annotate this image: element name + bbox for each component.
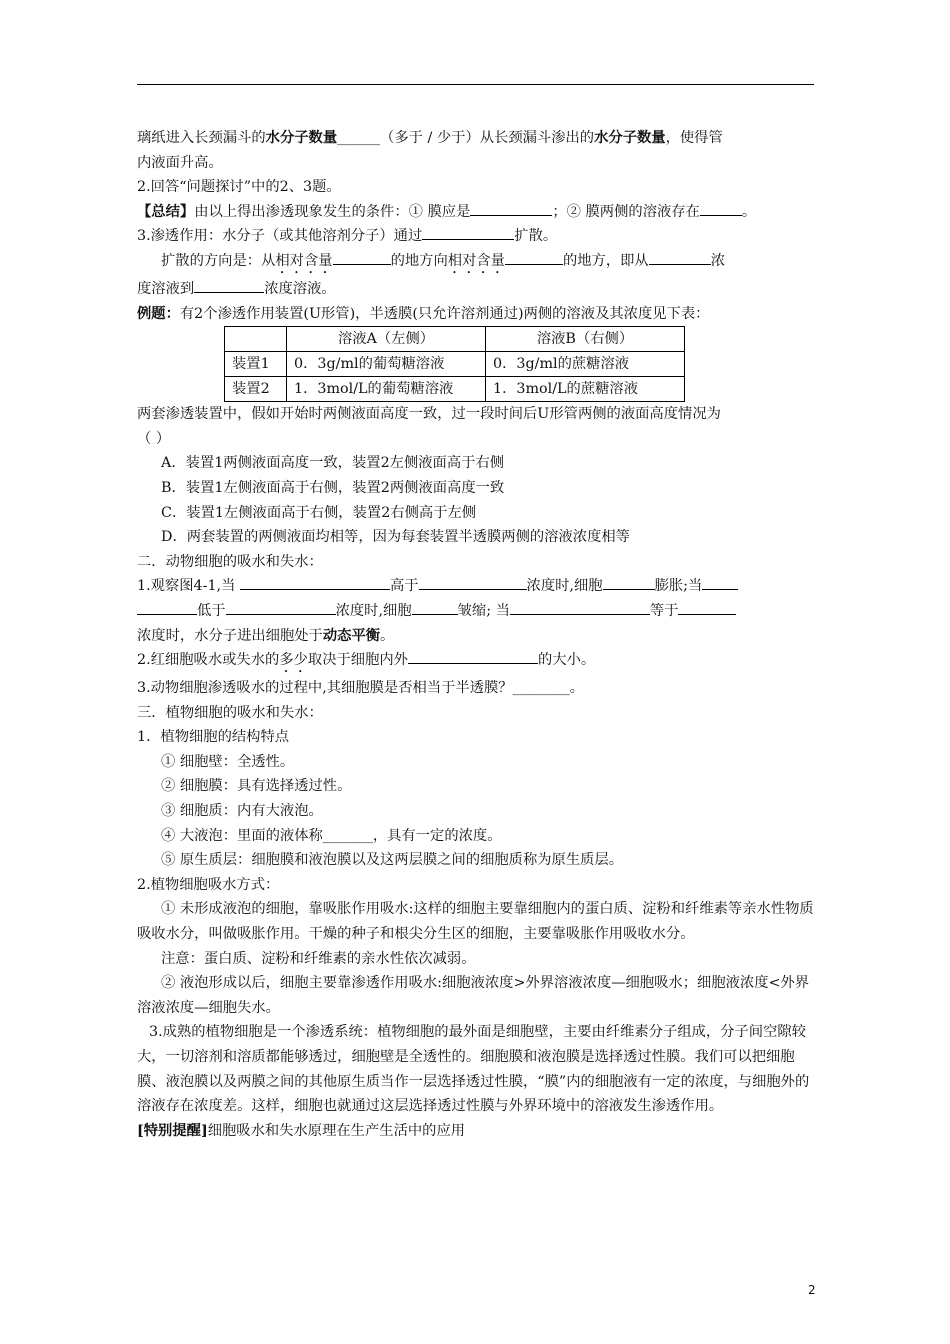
section-2-heading: 二．动物细胞的吸水和失水： <box>137 553 323 570</box>
option-a: A．装置1两侧液面高度一致，装置2左侧液面高于右侧 <box>161 455 505 472</box>
option-b: B．装置1左侧液面高于右侧，装置2两侧液面高度一致 <box>161 479 505 496</box>
osmotic-system-para: 3.成熟的植物细胞是一个渗透系统：植物细胞的最外面是细胞壁，主要由纤维素分子组成，分子间空隙较大，一切溶剂和溶质都能够透过，细胞壁是全透性的。细胞膜和液泡膜是选择透过性膜。我们可以把细胞膜、液泡膜以及两膜之间的其他原生质当作一层选择透过性膜，“膜”内的细胞液有一定的浓度，与细胞外的溶液存在浓度差。这样，细胞也就通过这层选择透过性膜与外界环境中的溶液发生渗透作用。 <box>137 1024 810 1115</box>
diffusion-direction-cont: 度溶液到 浓度溶液。 <box>137 277 817 302</box>
plant-water-para-2: ② 液泡形成以后，细胞主要靠渗透作用吸水:细胞液浓度>外界溶液浓度—细胞吸水；细胞液浓度<外界溶液浓度—细胞失水。 <box>137 975 810 1016</box>
line-1: 璃纸进入长颈漏斗的水分子数量______（多于 / 少于）从长颈漏斗渗出的水分子数量，使得管 <box>137 130 723 146</box>
animal-line-2: 低于 浓度时,细胞 皱缩; 当 等于 <box>137 599 817 624</box>
example-table <box>224 326 685 402</box>
plant-item-4: ④ 大液泡：里面的液体称_______，具有一定的浓度。 <box>161 827 502 844</box>
table-cell: 0．3g/ml的蔗糖溶液 <box>486 352 685 377</box>
plant-structure-heading: 1．植物细胞的结构特点 <box>137 729 290 746</box>
table-row <box>225 377 685 402</box>
line-3: 2.回答“问题探讨”中的2、3题。 <box>137 179 341 196</box>
plant-water-note: 注意：蛋白质、淀粉和纤维素的亲水性依次减弱。 <box>161 950 476 967</box>
table-header-row <box>225 327 685 352</box>
answer-bracket: （ ） <box>137 430 171 447</box>
plant-water-para-1: ① 未形成液泡的细胞，靠吸胀作用吸水:这样的细胞主要靠细胞内的蛋白质、淀粉和纤维素等亲水性物质吸收水分，叫做吸胀作用。干燥的种子和根尖分生区的细胞，主要靠吸胀作用吸收水分。 <box>137 901 814 943</box>
table-header-cell: 溶液B（右侧） <box>486 327 685 352</box>
table-cell: 装置2 <box>225 377 287 402</box>
header-rule <box>137 84 814 85</box>
option-d: D．两套装置的两侧液面均相等，因为每套装置半透膜两侧的溶液浓度相等 <box>161 529 630 546</box>
line-2: 内液面升高。 <box>137 154 223 171</box>
table-cell: 1．3mol/L的蔗糖溶液 <box>486 377 685 402</box>
table-cell: 0．3g/ml的葡萄糖溶液 <box>287 352 486 377</box>
animal-line-3: 浓度时，水分子进出细胞处于动态平衡。 <box>137 627 395 644</box>
option-c: C．装置1左侧液面高于右侧，装置2右侧高于左侧 <box>161 504 477 521</box>
page-number: 2 <box>808 1283 816 1297</box>
diffusion-direction: 扩散的方向是：从相对含量 的地方向相对含量 的地方，即从 浓 <box>137 249 817 277</box>
plant-item-3: ③ 细胞质：内有大液泡。 <box>161 803 323 820</box>
animal-line-1: 1.观察图4-1,当 高于 浓度时,细胞 膨胀;当 <box>137 574 817 599</box>
plant-item-2: ② 细胞膜：具有选择透过性。 <box>161 778 352 795</box>
plant-item-5: ⑤ 原生质层：细胞膜和液泡膜以及这两层膜之间的细胞质称为原生质层。 <box>161 852 624 869</box>
summary-line: 【总结】由以上得出渗透现象发生的条件：① 膜应是 ；② 膜两侧的溶液存在 。 <box>137 200 817 225</box>
table-header-cell <box>225 327 287 352</box>
question-line: 两套渗透装置中，假如开始时两侧液面高度一致，过一段时间后U形管两侧的液面高度情况为 <box>137 406 721 423</box>
table-cell: 装置1 <box>225 352 287 377</box>
plant-water-heading: 2.植物细胞吸水方式： <box>137 876 280 893</box>
example-line: 例题：有2个渗透作用装置(U形管)，半透膜(只允许溶剂通过)两侧的溶液及其浓度见下表： <box>137 305 710 322</box>
table-header-cell: 溶液A（左侧） <box>287 327 486 352</box>
osmosis-definition: 3.渗透作用：水分子（或其他溶剂分子）通过 扩散。 <box>137 224 817 249</box>
tip-line: [特别提醒]细胞吸水和失水原理在生产生活中的应用 <box>137 1122 466 1139</box>
animal-line-4: 2.红细胞吸水或失水的多少取决于细胞内外 的大小。 <box>137 648 817 676</box>
page-body <box>137 126 817 1143</box>
plant-item-1: ① 细胞壁：全透性。 <box>161 753 295 770</box>
table-row <box>225 352 685 377</box>
animal-line-5: 3.动物细胞渗透吸水的过程中,其细胞膜是否相当于半透膜？________。 <box>137 680 585 697</box>
section-3-heading: 三．植物细胞的吸水和失水： <box>137 704 323 721</box>
table-cell: 1．3mol/L的葡萄糖溶液 <box>287 377 486 402</box>
